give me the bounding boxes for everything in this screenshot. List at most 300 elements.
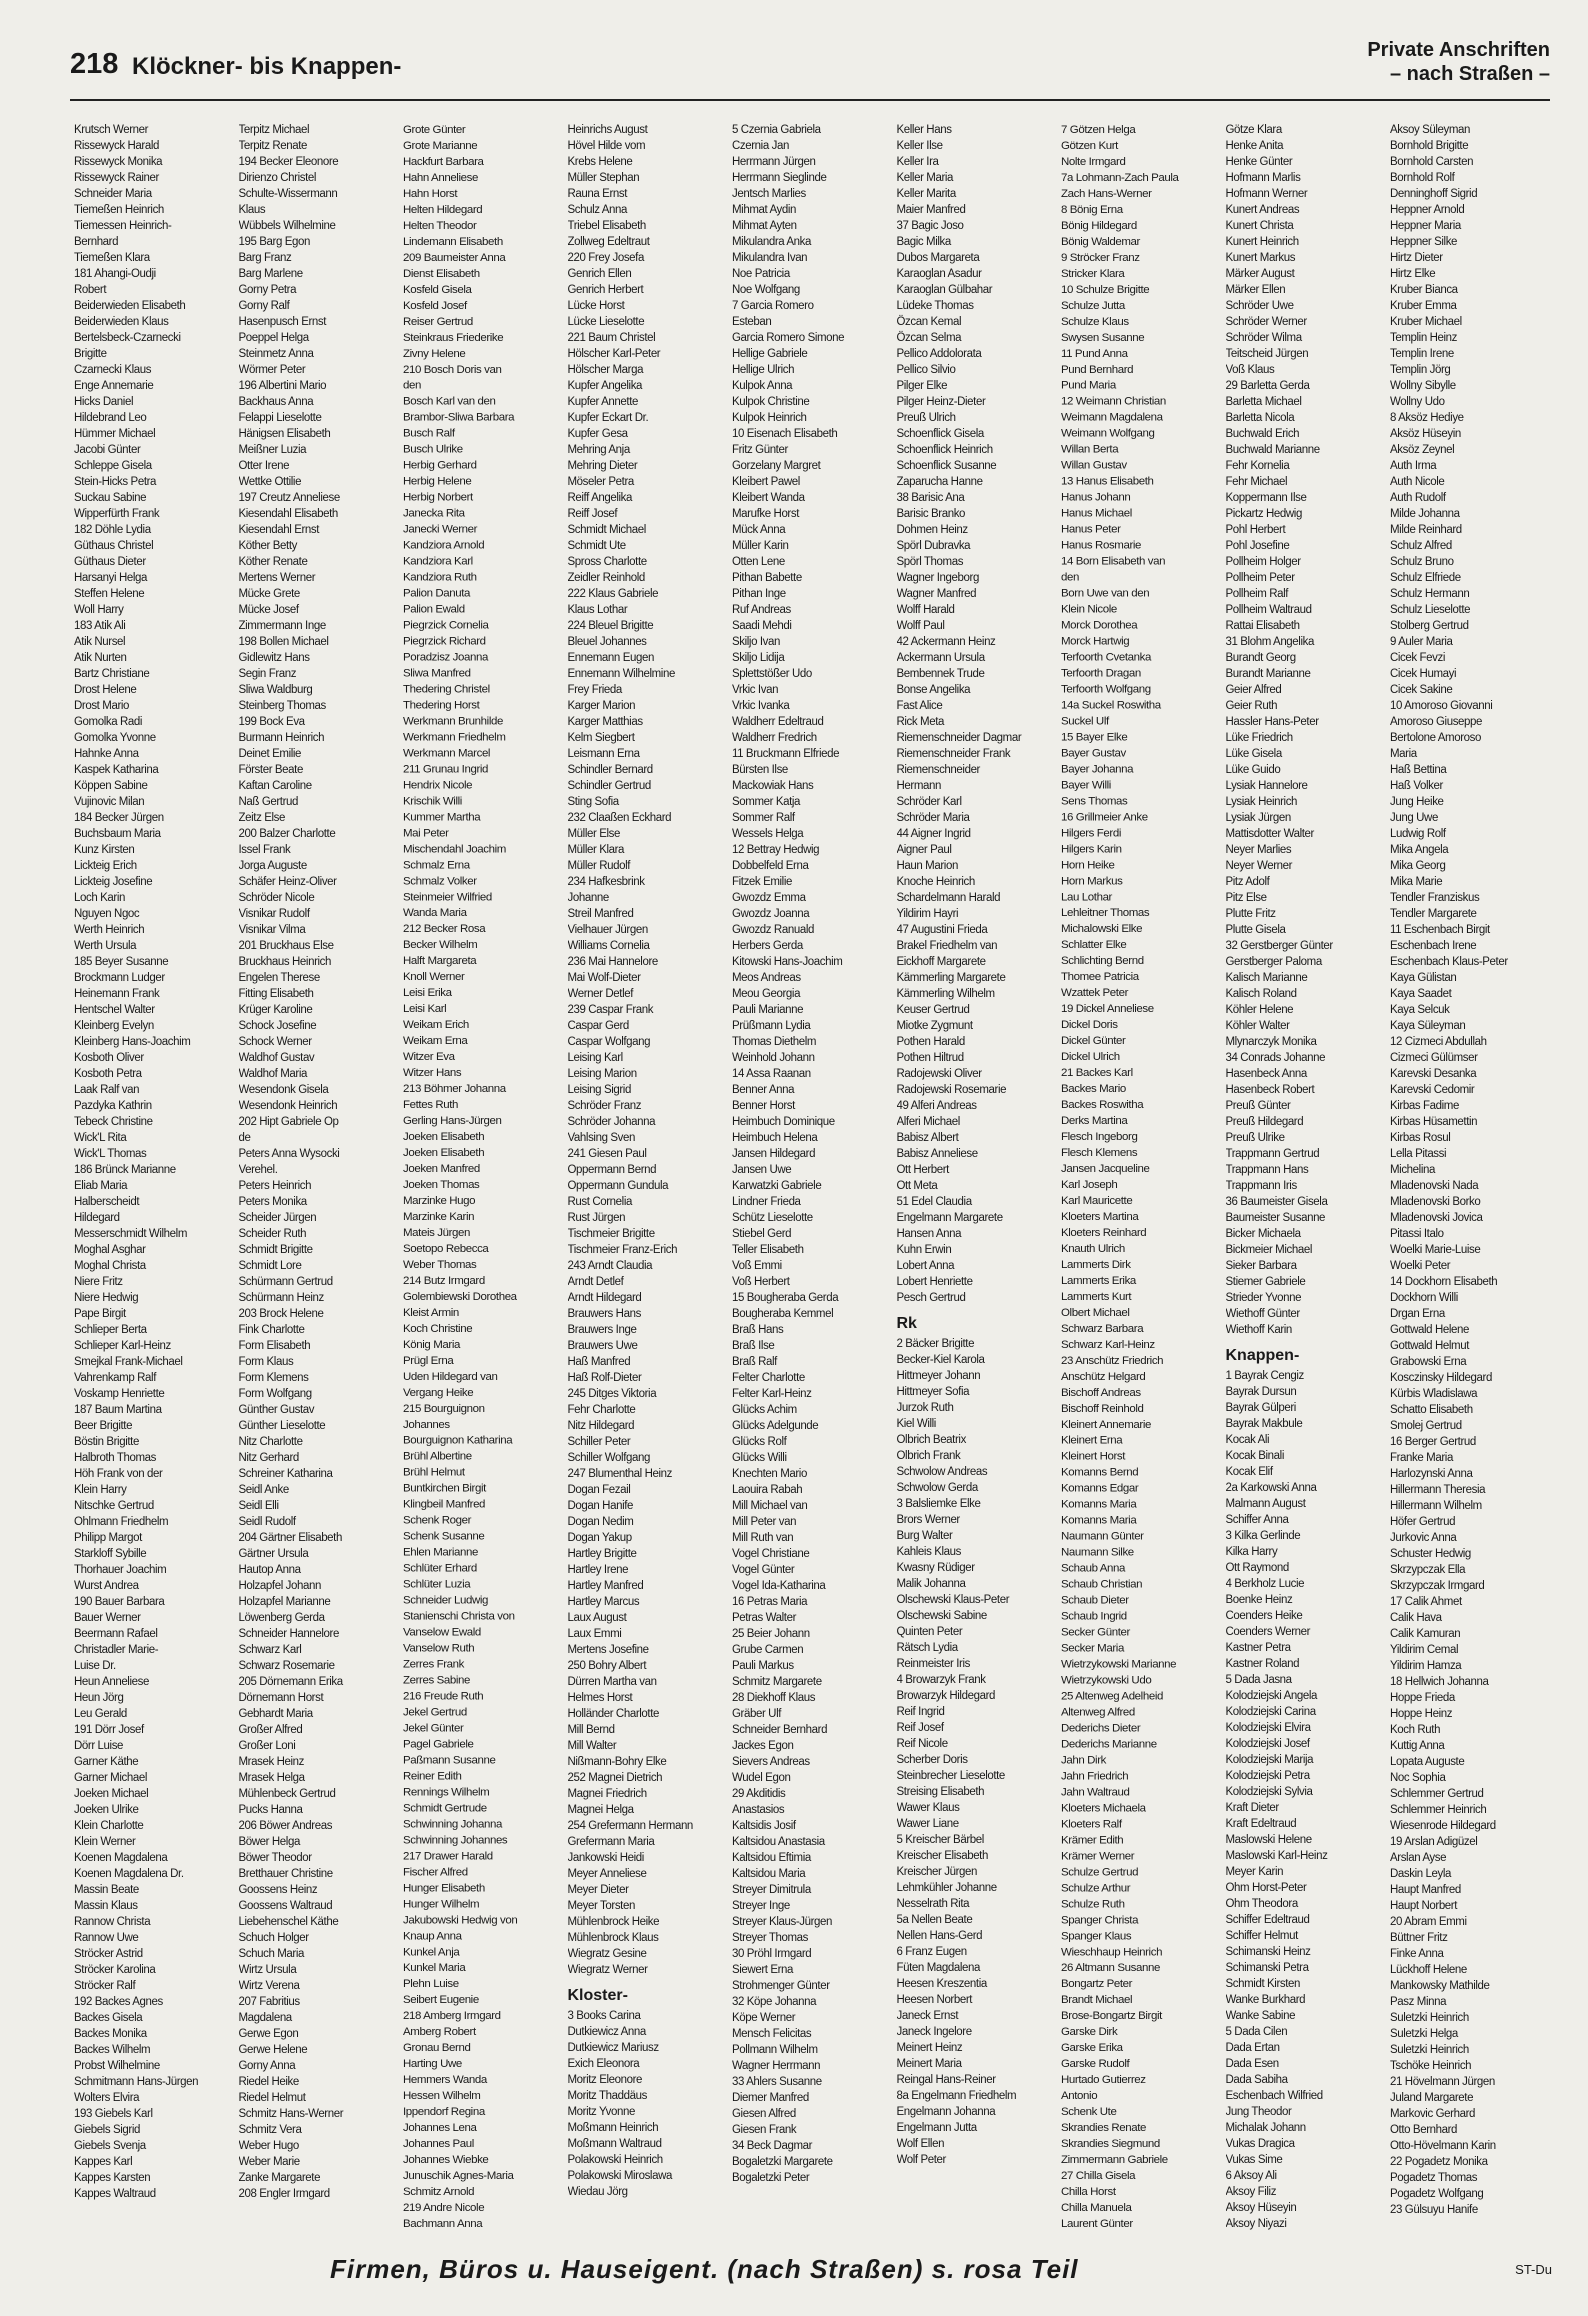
directory-entry: Becker Wilhelm — [403, 939, 478, 952]
directory-entry: Steinkraus Friederike — [403, 331, 504, 344]
directory-entry: Smolej Gertrud — [1390, 1420, 1462, 1432]
directory-entry: Schiffer Anna — [1225, 1514, 1289, 1526]
directory-entry: 5a Nellen Beate — [896, 1914, 973, 1926]
directory-entry: 182 Döhle Lydia — [74, 524, 151, 536]
directory-entry: Garske Erika — [1061, 2042, 1123, 2055]
directory-entry: Bonse Angelika — [896, 684, 971, 696]
directory-entry: Leisi Karl — [403, 1003, 447, 1016]
directory-entry: Ennemann Wilhelmine — [567, 668, 675, 680]
directory-entry: Smejkal Frank-Michael — [74, 1356, 183, 1368]
directory-entry: Philipp Margot — [74, 1532, 142, 1544]
directory-entry: Schwarz Barbara — [1061, 1322, 1144, 1335]
directory-entry: Bartz Christiane — [74, 668, 150, 680]
directory-entry: Waldherr Edeltraud — [732, 716, 824, 728]
directory-entry: Visnikar Rudolf — [238, 908, 310, 920]
directory-entry: Wagner Herrmann — [732, 2060, 821, 2072]
directory-entry: 3 Balsliemke Elke — [896, 1498, 981, 1510]
directory-entry: Gidlewitz Hans — [238, 652, 310, 664]
directory-entry: 37 Bagic Joso — [896, 220, 964, 232]
directory-entry: Pucks Hanna — [238, 1804, 303, 1816]
directory-entry: Soetopo Rebecca — [403, 1242, 489, 1255]
directory-column — [74, 122, 232, 2232]
directory-entry: Engelmann Margarete — [896, 1212, 1003, 1224]
directory-entry: Kämmerling Margarete — [896, 972, 1006, 984]
directory-entry: Goossens Heinz — [238, 1884, 318, 1896]
directory-entry: 5 Dada Cilen — [1225, 2026, 1288, 2038]
directory-entry: Schwinning Johannes — [403, 1834, 508, 1847]
directory-entry: Peters Anna Wysocki — [238, 1148, 340, 1160]
directory-entry: Bicker Michaela — [1225, 1228, 1301, 1240]
directory-entry: Kandziora Arnold — [403, 539, 485, 552]
directory-entry: Hümmer Michael — [74, 428, 156, 440]
directory-entry: Dockhorn Willi — [1390, 1292, 1458, 1304]
directory-entry: Hansen Anna — [896, 1228, 962, 1240]
directory-entry: 6 Aksoy Ali — [1225, 2170, 1277, 2182]
directory-entry: 33 Ahlers Susanne — [732, 2076, 822, 2088]
directory-entry: Weimann Wolfgang — [1061, 427, 1155, 440]
directory-entry: Splettstößer Udo — [732, 668, 812, 680]
directory-entry: 3 Kilka Gerlinde — [1225, 1530, 1301, 1542]
directory-entry: Jahn Waltraud — [1061, 1786, 1130, 1799]
directory-entry: Petras Walter — [732, 1612, 797, 1624]
directory-entry: Backes Gisela — [74, 2012, 143, 2024]
directory-entry: Tischmeier Franz-Erich — [567, 1244, 678, 1256]
page-header — [70, 38, 1550, 98]
directory-entry: Terpitz Michael — [238, 124, 310, 136]
directory-entry: Schiffer Edeltraud — [1225, 1914, 1310, 1926]
section-heading — [1367, 38, 1550, 86]
directory-entry: Nesselrath Rita — [896, 1898, 970, 1910]
directory-entry: 185 Beyer Susanne — [74, 956, 169, 968]
directory-entry: 6 Franz Eugen — [896, 1946, 967, 1958]
directory-entry: Schröder Johanna — [567, 1116, 656, 1128]
directory-entry: Form Klemens — [238, 1372, 309, 1384]
directory-entry: Köther Renate — [238, 556, 308, 568]
directory-entry: Knoll Werner — [403, 971, 465, 984]
directory-entry: Messerschmidt Wilhelm — [74, 1228, 188, 1240]
directory-entry: Mertens Werner — [238, 572, 316, 584]
directory-entry: Brigitte — [74, 348, 107, 360]
directory-entry: Joeken Elisabeth — [403, 1147, 485, 1160]
directory-entry: Waldhof Maria — [238, 1068, 308, 1080]
directory-entry: Meou Georgia — [732, 988, 801, 1000]
directory-entry: Fitting Elisabeth — [238, 988, 314, 1000]
directory-entry: Marzinke Hugo — [403, 1194, 476, 1207]
directory-entry: Güthaus Dieter — [74, 556, 146, 568]
directory-entry: Schulz Hermann — [1390, 588, 1470, 600]
directory-entry: Waldhof Gustav — [238, 1052, 315, 1064]
directory-entry: Lehmkühler Johanne — [896, 1882, 997, 1894]
directory-entry: Werth Ursula — [74, 940, 137, 952]
directory-entry: 187 Baum Martina — [74, 1404, 162, 1416]
directory-entry: Koppermann Ilse — [1225, 492, 1307, 504]
directory-entry: Krämer Edith — [1061, 1834, 1124, 1847]
directory-entry: Polakowski Heinrich — [567, 2154, 663, 2166]
directory-entry: Mladenovski Jovica — [1390, 1212, 1483, 1224]
directory-entry: Schindler Bernard — [567, 764, 653, 776]
directory-entry: Pund Maria — [1061, 379, 1116, 392]
directory-entry: Hövel Hilde vom — [567, 140, 646, 152]
directory-entry: Marufke Horst — [732, 508, 800, 520]
directory-entry: Tendler Margarete — [1390, 908, 1477, 920]
directory-entry: Atik Nurten — [74, 652, 127, 664]
directory-entry: Kruber Bianca — [1390, 284, 1458, 296]
directory-entry: 221 Baum Christel — [567, 332, 656, 344]
directory-entry: Trappmann Gertrud — [1225, 1148, 1320, 1160]
directory-entry: Barisic Branko — [896, 508, 966, 520]
directory-entry: Czernia Jan — [732, 140, 789, 152]
directory-entry: 198 Bollen Michael — [238, 636, 329, 648]
directory-entry: Witzer Hans — [403, 1067, 462, 1080]
directory-entry: Hemmers Wanda — [403, 2074, 487, 2087]
directory-entry: Weber Thomas — [403, 1258, 477, 1271]
directory-entry: 23 Anschütz Friedrich — [1061, 1354, 1164, 1367]
directory-entry: 207 Fabritius — [238, 1996, 300, 2008]
directory-entry: Böstin Brigitte — [74, 1436, 139, 1448]
directory-entry: Hunger Wilhelm — [403, 1898, 480, 1911]
directory-entry: Streyer Inge — [732, 1900, 790, 1912]
directory-entry: Kolodziejski Angela — [1225, 1690, 1317, 1702]
directory-entry: Skrandies Renate — [1061, 2122, 1147, 2135]
directory-entry: Schlüter Luzia — [403, 1578, 471, 1591]
directory-entry: Kappes Karsten — [74, 2172, 151, 2184]
directory-entry: Schlieper Berta — [74, 1324, 147, 1336]
directory-entry: Schulze Jutta — [1061, 299, 1125, 312]
directory-entry: Gerwe Helene — [238, 2044, 308, 2056]
directory-entry: 9 Ströcker Franz — [1061, 251, 1140, 264]
directory-entry: Babisz Albert — [896, 1132, 959, 1144]
directory-entry: Kloeters Martina — [1061, 1210, 1139, 1223]
directory-entry: Dutkiewicz Anna — [567, 2026, 646, 2038]
directory-entry: Gronau Bernd — [403, 2042, 471, 2055]
directory-entry: Chilla Manuela — [1061, 2202, 1132, 2215]
directory-entry: Reif Josef — [896, 1722, 944, 1734]
directory-entry: Milde Johanna — [1390, 508, 1460, 520]
directory-entry: Scheider Ruth — [238, 1228, 307, 1240]
directory-entry: Kirbas Fadime — [1390, 1100, 1459, 1112]
directory-entry: Klein Nicole — [1061, 603, 1117, 616]
directory-entry: Zerres Sabine — [403, 1674, 471, 1687]
directory-entry: Barletta Nicola — [1225, 412, 1295, 424]
directory-entry: Skrzypczak Ella — [1390, 1564, 1466, 1576]
directory-entry: Rennings Wilhelm — [403, 1786, 490, 1799]
directory-entry: Reif Ingrid — [896, 1706, 945, 1718]
directory-entry: 232 Claaßen Eckhard — [567, 812, 672, 824]
header-rule — [70, 99, 1550, 101]
directory-entry: Fritz Günter — [732, 444, 788, 456]
directory-entry: Mikulandra Ivan — [732, 252, 808, 264]
directory-entry: Lickteig Josefine — [74, 876, 153, 888]
directory-entry: Mateis Jürgen — [403, 1226, 471, 1239]
directory-entry: Schatto Elisabeth — [1390, 1404, 1473, 1416]
directory-entry: Mattisdotter Walter — [1225, 828, 1314, 840]
directory-entry: Lindner Frieda — [732, 1196, 801, 1208]
directory-entry: 28 Diekhoff Klaus — [732, 1692, 816, 1704]
street-heading: Knappen- — [1225, 1348, 1300, 1364]
directory-entry: 2 Bäcker Brigitte — [896, 1338, 975, 1350]
directory-entry: Hartley Marcus — [567, 1596, 640, 1608]
directory-entry: Garske Rudolf — [1061, 2058, 1130, 2071]
directory-entry: Riedel Heike — [238, 2076, 299, 2088]
directory-entry: Schwinning Johanna — [403, 1818, 502, 1831]
directory-entry: Bachmann Anna — [403, 2218, 483, 2231]
directory-entry: Eickhoff Margarete — [896, 956, 986, 968]
directory-entry: Wagner Ingeborg — [896, 572, 979, 584]
directory-entry: Mehring Anja — [567, 444, 630, 456]
directory-entry: Preuß Ulrich — [896, 412, 956, 424]
directory-entry: Backes Wilhelm — [74, 2044, 151, 2056]
directory-entry: Tiemeßen Klara — [74, 252, 150, 264]
directory-entry: Kocak Elif — [1225, 1466, 1273, 1478]
directory-entry: Werner Detlef — [567, 988, 634, 1000]
directory-entry: Dogan Nedim — [567, 1516, 634, 1528]
directory-entry: Lysiak Heinrich — [1225, 796, 1298, 808]
directory-entry: Voß Klaus — [1225, 364, 1275, 376]
directory-entry: Dickel Doris — [1061, 1019, 1118, 1032]
street-heading: Rk — [896, 1316, 917, 1332]
directory-entry: Haß Bettina — [1390, 764, 1447, 776]
directory-entry: Coenders Werner — [1225, 1626, 1311, 1638]
directory-entry: 212 Becker Rosa — [403, 923, 486, 936]
directory-entry: Müller Rudolf — [567, 860, 631, 872]
directory-entry: Bauer Werner — [74, 1612, 141, 1624]
directory-entry: Rauna Ernst — [567, 188, 628, 200]
directory-entry: Moßmann Waltraud — [567, 2138, 662, 2150]
directory-entry: Riemenschneider Frank — [896, 748, 1011, 760]
directory-entry: Brambor-Sliwa Barbara — [403, 411, 515, 424]
directory-entry: Kloeters Reinhard — [1061, 1226, 1147, 1239]
directory-entry: Karger Marion — [567, 700, 636, 712]
directory-entry: Grefermann Maria — [567, 1836, 655, 1848]
directory-entry: 32 Gerstberger Günter — [1225, 940, 1333, 952]
directory-entry: Nitz Hildegard — [567, 1420, 635, 1432]
directory-entry: Morck Hartwig — [1061, 635, 1130, 648]
directory-entry: Moritz Thaddäus — [567, 2090, 647, 2102]
directory-entry: Mlynarczyk Monika — [1225, 1036, 1317, 1048]
directory-entry: Glücks Adelgunde — [732, 1420, 819, 1432]
directory-entry: Kandziora Ruth — [403, 571, 477, 584]
directory-entry: Plehn Luise — [403, 1978, 459, 1991]
directory-entry: Karaoglan Gülbahar — [896, 284, 993, 296]
directory-entry: Ehlen Marianne — [403, 1546, 478, 1559]
directory-entry: Koch Ruth — [1390, 1724, 1441, 1736]
directory-entry: Dada Esen — [1225, 2058, 1279, 2070]
directory-entry: Holländer Charlotte — [567, 1708, 659, 1720]
directory-entry: Voskamp Henriette — [74, 1388, 165, 1400]
directory-entry: Noe Wolfgang — [732, 284, 800, 296]
directory-entry: Lüke Guido — [1225, 764, 1281, 776]
directory-entry: Golembiewski Dorothea — [403, 1290, 517, 1303]
directory-entry: Pohl Josefine — [1225, 540, 1290, 552]
directory-entry: Kleinert Erna — [1061, 1434, 1123, 1447]
directory-entry: Weikam Erich — [403, 1019, 469, 1032]
directory-entry: Garske Dirk — [1061, 2026, 1118, 2039]
directory-entry: Fehr Kornelia — [1225, 460, 1290, 472]
directory-entry: Schäfer Heinz-Oliver — [238, 876, 337, 888]
directory-entry: Hasenpusch Ernst — [238, 316, 327, 328]
directory-entry: Ruf Andreas — [732, 604, 791, 616]
directory-entry: Schmitz Vera — [238, 2124, 302, 2136]
directory-entry: Daskin Leyla — [1390, 1868, 1452, 1880]
directory-entry: Wagner Manfred — [896, 588, 977, 600]
directory-entry: Kocak Binali — [1225, 1450, 1284, 1462]
directory-entry: Barg Marlene — [238, 268, 303, 280]
directory-entry: Browarzyk Hildegard — [896, 1690, 995, 1702]
directory-entry: Schock Werner — [238, 1036, 312, 1048]
directory-entry: Riedel Helmut — [238, 2092, 306, 2104]
directory-entry: Bertolone Amoroso — [1390, 732, 1482, 744]
directory-entry: Brühl Helmut — [403, 1466, 465, 1479]
directory-entry: Kolodziejski Elvira — [1225, 1722, 1311, 1734]
directory-entry: Schneider Bernhard — [732, 1724, 828, 1736]
directory-entry: Bourguignon Katharina — [403, 1434, 513, 1447]
directory-entry: Preuß Hildegard — [1225, 1116, 1304, 1128]
directory-entry: Polakowski Miroslawa — [567, 2170, 672, 2182]
directory-entry: Karl Mauricette — [1061, 1194, 1133, 1207]
directory-entry: Noc Sophia — [1390, 1772, 1446, 1784]
directory-entry: Giesen Alfred — [732, 2108, 796, 2120]
directory-entry: Karwatzki Gabriele — [732, 1180, 822, 1192]
directory-entry: Hilgers Ferdi — [1061, 827, 1121, 840]
directory-entry: Maslowski Helene — [1225, 1834, 1312, 1846]
directory-entry: Schoenflick Susanne — [896, 460, 997, 472]
directory-entry: Harting Uwe — [403, 2058, 462, 2071]
directory-entry: Schaub Ingrid — [1061, 1610, 1127, 1623]
directory-entry: Braß Hans — [732, 1324, 784, 1336]
directory-entry: Otto-Hövelmann Karin — [1390, 2140, 1496, 2152]
directory-entry: Schoenflick Gisela — [896, 428, 984, 440]
directory-entry: Sting Sofia — [567, 796, 619, 808]
directory-entry: Kleibert Pawel — [732, 476, 800, 488]
directory-entry: Form Wolfgang — [238, 1388, 312, 1400]
directory-entry: Beermann Rafael — [74, 1628, 158, 1640]
directory-entry: Wettke Ottilie — [238, 476, 302, 488]
directory-entry: Mackowiak Hans — [732, 780, 814, 792]
directory-entry: Vergang Heike — [403, 1386, 474, 1399]
directory-entry: Bayer Gustav — [1061, 747, 1126, 760]
directory-entry: Lüke Gisela — [1225, 748, 1282, 760]
directory-entry: Templin Jörg — [1390, 364, 1451, 376]
directory-entry: Pickartz Hedwig — [1225, 508, 1302, 520]
directory-entry: Sliwa Waldburg — [238, 684, 313, 696]
directory-entry: Horn Markus — [1061, 875, 1123, 888]
directory-entry: Hentschel Walter — [74, 1004, 155, 1016]
directory-entry: Laux August — [567, 1612, 627, 1624]
directory-entry: Haun Marion — [896, 860, 958, 872]
directory-entry: Dörr Luise — [74, 1740, 124, 1752]
directory-entry: Helten Theodor — [403, 219, 477, 232]
directory-entry: Genrich Herbert — [567, 284, 644, 296]
directory-entry: Hartley Irene — [567, 1564, 629, 1576]
directory-entry: Thomee Patricia — [1061, 971, 1139, 984]
directory-entry: Dederichs Dieter — [1061, 1722, 1141, 1735]
directory-entry: 183 Atik Ali — [74, 620, 126, 632]
directory-entry: Klein Charlotte — [74, 1820, 144, 1832]
directory-entry: Holzapfel Johann — [238, 1580, 321, 1592]
directory-entry: Fettes Ruth — [403, 1099, 459, 1112]
directory-entry: Anschütz Helgard — [1061, 1370, 1146, 1383]
directory-entry: Jahn Friedrich — [1061, 1770, 1129, 1783]
directory-entry: Bischoff Reinhold — [1061, 1402, 1144, 1415]
directory-entry: Bornhold Rolf — [1390, 172, 1455, 184]
directory-entry: Terpitz Renate — [238, 140, 308, 152]
directory-entry: Backes Mario — [1061, 1083, 1126, 1096]
directory-column — [568, 122, 726, 2232]
directory-entry: 196 Albertini Mario — [238, 380, 327, 392]
directory-column — [897, 122, 1055, 2232]
directory-entry: Drgan Erna — [1390, 1308, 1445, 1320]
directory-entry: Vujinovic Milan — [74, 796, 145, 808]
directory-entry: Hänigsen Elisabeth — [238, 428, 331, 440]
directory-entry: Kupfer Angelika — [567, 380, 643, 392]
directory-entry: Wick'L Thomas — [74, 1148, 147, 1160]
directory-entry: Lehleitner Thomas — [1061, 907, 1150, 920]
directory-entry: 241 Giesen Paul — [567, 1148, 647, 1160]
directory-entry: Heppner Arnold — [1390, 204, 1465, 216]
directory-entry: Lysiak Jürgen — [1225, 812, 1291, 824]
directory-entry: Janeck Ernst — [896, 2010, 959, 2022]
directory-entry: 215 Bourguignon — [403, 1402, 485, 1415]
directory-entry: Bleuel Johannes — [567, 636, 647, 648]
directory-entry: Oppermann Gundula — [567, 1180, 669, 1192]
directory-entry: Kleinberg Hans-Joachim — [74, 1036, 191, 1048]
directory-entry: Schmidt Kirsten — [1225, 1978, 1301, 1990]
directory-entry: Mühlenbrock Heike — [567, 1916, 660, 1928]
directory-entry: Lammerts Erika — [1061, 1274, 1136, 1287]
directory-entry: Schulze Klaus — [1061, 315, 1129, 328]
directory-entry: Schwolow Gerda — [896, 1482, 978, 1494]
directory-entry: Bornhold Carsten — [1390, 156, 1474, 168]
directory-entry: Peters Heinrich — [238, 1180, 312, 1192]
directory-entry: Zimmermann Inge — [238, 620, 326, 632]
directory-entry: 29 Akditidis — [732, 1788, 786, 1800]
directory-entry: Wörmer Peter — [238, 364, 306, 376]
directory-entry: Thomas Diethelm — [732, 1036, 817, 1048]
directory-entry: Mladenovski Nada — [1390, 1180, 1479, 1192]
directory-entry: Klaus Lothar — [567, 604, 628, 616]
directory-entry: Haupt Norbert — [1390, 1900, 1458, 1912]
directory-entry: Moritz Yvonne — [567, 2106, 635, 2118]
directory-entry: 18 Hellwich Johanna — [1390, 1676, 1489, 1688]
directory-entry: Nitz Gerhard — [238, 1452, 299, 1464]
directory-entry: Gräber Ulf — [732, 1708, 782, 1720]
directory-entry: Lammerts Kurt — [1061, 1290, 1132, 1303]
directory-entry: Schenk Ute — [1061, 2106, 1117, 2119]
directory-entry: Laouira Rabah — [732, 1484, 803, 1496]
directory-entry: Jung Uwe — [1390, 812, 1438, 824]
directory-entry: Johannes Paul — [403, 2138, 474, 2151]
directory-entry: Hautop Anna — [238, 1564, 301, 1576]
directory-entry: Günther Gustav — [238, 1404, 315, 1416]
directory-entry: Eschenbach Irene — [1390, 940, 1477, 952]
directory-entry: Rissewyck Rainer — [74, 172, 159, 184]
directory-entry: Mill Walter — [567, 1740, 617, 1752]
directory-entry: Woelki Peter — [1390, 1260, 1451, 1272]
directory-entry: Weimann Magdalena — [1061, 411, 1163, 424]
directory-entry: Buchwald Marianne — [1225, 444, 1320, 456]
directory-entry: Brauwers Uwe — [567, 1340, 638, 1352]
directory-entry: Kahleis Klaus — [896, 1546, 961, 1558]
directory-entry: Hahn Anneliese — [403, 171, 478, 184]
directory-entry: Wolff Paul — [896, 620, 945, 632]
directory-entry: 34 Conrads Johanne — [1225, 1052, 1326, 1064]
directory-entry: Kaya Gülistan — [1390, 972, 1457, 984]
directory-entry: Thedering Christel — [403, 683, 490, 696]
directory-entry: Pellico Addolorata — [896, 348, 982, 360]
directory-entry: Wirtz Verena — [238, 1980, 300, 1992]
directory-entry: Burandt Georg — [1225, 652, 1296, 664]
directory-column — [239, 122, 397, 2232]
